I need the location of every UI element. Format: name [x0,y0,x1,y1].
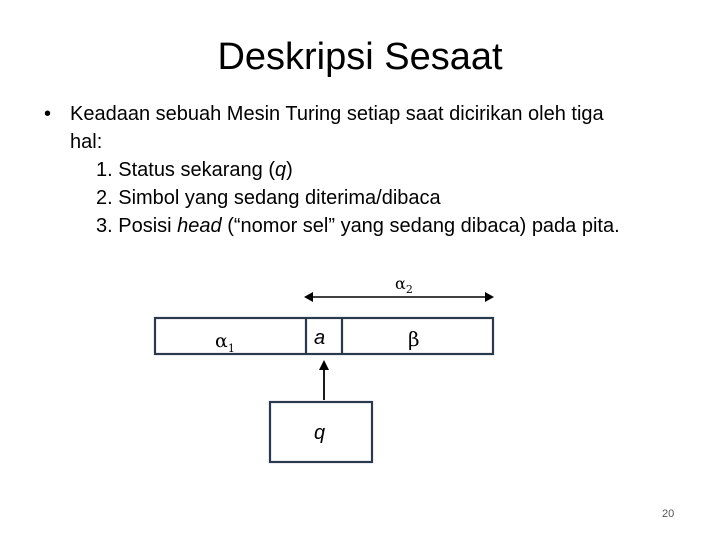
head-state-label: q [314,422,326,444]
sub-item-2-prefix: 2. Simbol yang sedang diterima/dibaca [96,187,441,209]
bullet-text-line-1: Keadaan sebuah Mesin Turing setiap saat dicirikan oleh tiga [70,103,604,125]
alpha2-arrowhead-left [304,292,313,302]
alpha2-symbol: α [395,274,406,293]
alpha1-label [215,330,235,355]
current-cell-symbol: a [314,327,326,349]
sub-item-3-prefix: 3. Posisi [96,215,178,237]
sub-item-1-suffix: ) [286,159,293,181]
bullet-text-line-2: hal: [70,131,103,153]
alpha2-label [395,274,413,296]
alpha1-symbol: α [215,330,228,352]
slide-title: Deskripsi Sesaat [217,36,503,78]
head-pointer-arrowhead [319,360,329,370]
sub-item-1-prefix: 1. Status sekarang ( [96,159,275,181]
alpha1-subscript: 1 [227,341,235,355]
bullet-symbol: • [44,103,52,125]
sub-item-1-emph: q [274,159,287,181]
alpha2-subscript: 2 [405,283,413,297]
alpha2-arrowhead-right [485,292,494,302]
page-number: 20 [662,508,675,520]
beta-label: β [408,327,420,351]
sub-item-3-suffix: (“nomor sel” yang sedang dibaca) pada pita. [221,215,620,237]
sub-item-3-emph: head [177,215,222,237]
